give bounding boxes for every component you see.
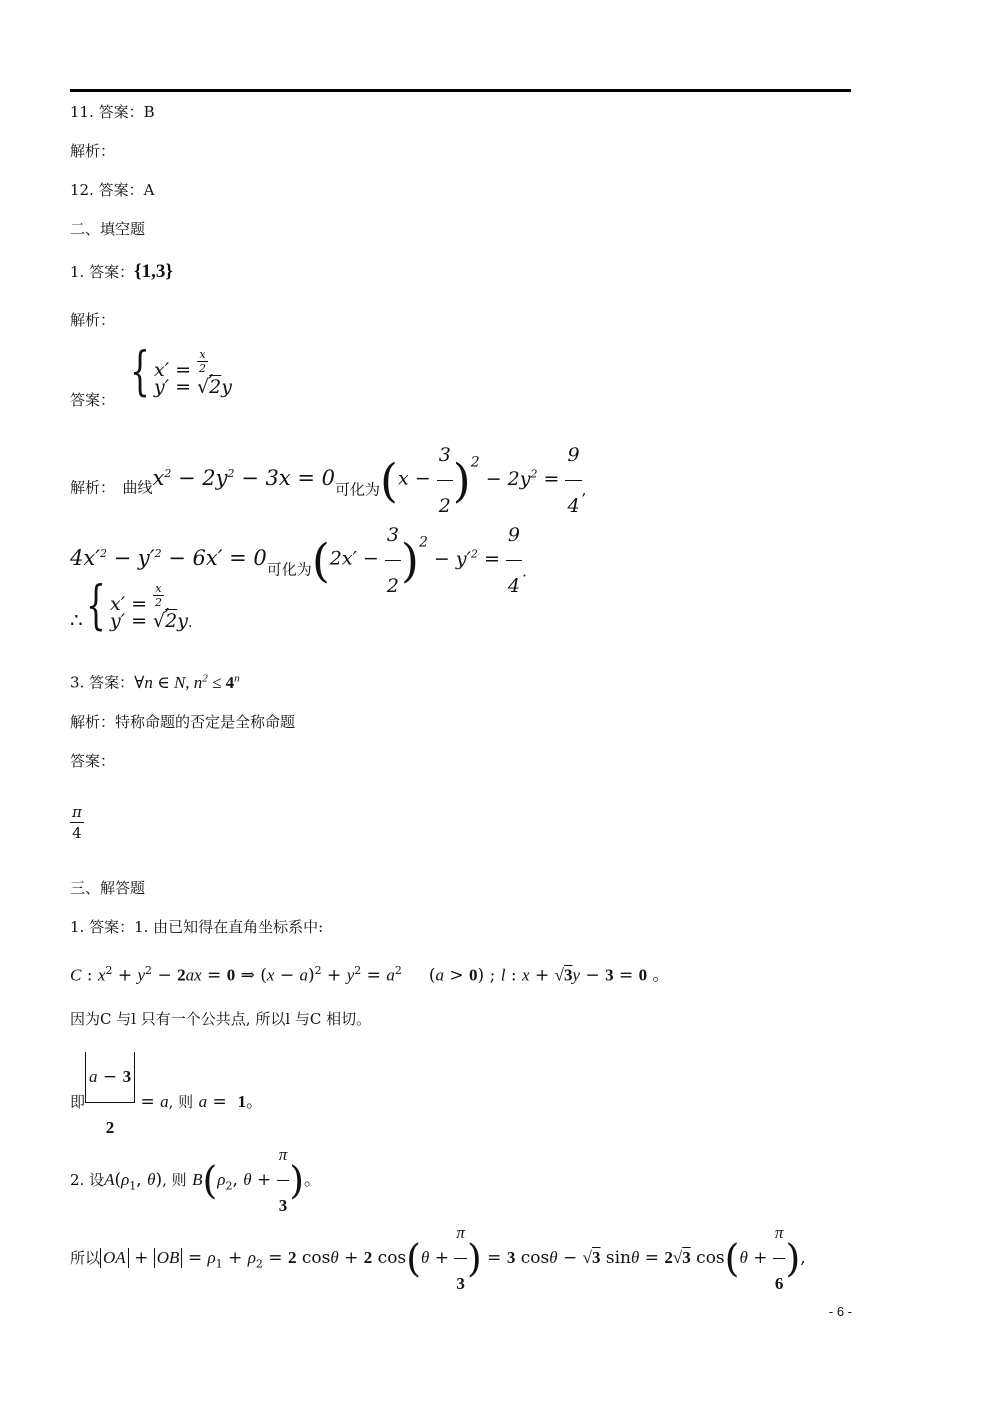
- explanation-2-label: 解析： 曲线: [70, 478, 153, 497]
- fill-answer-1-label: 1. 答案：: [70, 263, 135, 281]
- fill-answer-4-label: 答案：: [70, 752, 116, 770]
- circle-line-equation: C : $x^2 + y^2 - 2ax = 0$ ⇒ $(x - a)^2 + y^2 = a^2$ (a > 0) ; l : x + √3y − 3 = 0 。: [70, 964, 670, 986]
- ze-label-1: , 则: [168, 1093, 194, 1111]
- kehua-1: 可化为: [335, 480, 381, 499]
- explanation-11: 解析：: [70, 142, 116, 160]
- header-rule: [70, 89, 851, 92]
- solve-answer-1: 1. 答案：1. 由已知得在直角坐标系中:: [70, 918, 324, 936]
- page-number: - 6 -: [828, 1304, 852, 1319]
- she-label: 2. 设: [70, 1171, 105, 1189]
- kehua-2: 可化为: [266, 560, 312, 579]
- fill-answer-4-value: $\frac{\pi}{4}$: [72, 803, 82, 842]
- suoyi-label: 所以: [70, 1249, 101, 1267]
- fill-explanation-3: 解析：特称命题的否定是全称命题: [70, 713, 296, 731]
- fill-answer-3-label: 3. 答案：: [70, 673, 135, 692]
- fill-answer-1: [70, 262, 173, 282]
- transform-system-2: { x′ = $\frac{x}{2}$ , y′ = √2y.: [86, 576, 193, 636]
- left-brace-2: {: [86, 576, 106, 636]
- fill-answer-3: 3. 答案：∀n ∈ N, $n^2 \le 4^n$: [70, 672, 240, 692]
- fill-explanation-1: 解析：: [70, 311, 116, 329]
- ze-label-2: , 则: [162, 1171, 187, 1189]
- therefore-symbol: ∴: [70, 608, 83, 632]
- answer-11: 11. 答案：B: [70, 103, 155, 121]
- fill-answer-2-label: 答案：: [70, 391, 116, 409]
- point-definition: 2. 设$A(\rho_1$, θ), 则 $B(\rho_2$, θ + $\frac{\pi}{3}$ )。: [70, 1130, 321, 1180]
- answer-12: 12. 答案：A: [70, 181, 155, 199]
- section-fill-in-title: 二、填空题: [70, 220, 146, 238]
- distance-equation: 即 $\frac{a - 3}{2}$ = a, 则 a = 1。: [70, 1052, 263, 1102]
- left-brace: {: [130, 342, 150, 402]
- fill-explanation-2: 解析： 曲线$x^2 - 2y^2 - 3x = 0$可化为(x − $\frac{3}{2}$ )$^2 - 2y^2$ = $\frac{9}{4}$ ,: [70, 430, 586, 480]
- sum-expression: 所以 OA + OB = $\rho_1 + \rho_2 = 2$ cosθ + 2 cos(θ + $\frac{\pi}{3}$ ) = 3 cosθ − √3 sinθ = 2√3 cos(θ + $\frac{\pi}{6}$ ),: [70, 1208, 806, 1258]
- tangent-statement: 因为C 与l 只有一个公共点, 所以l 与C 相切。: [70, 1010, 372, 1028]
- fill-answer-1-value: {1,3}: [134, 261, 173, 282]
- ji-label: 即: [70, 1093, 86, 1111]
- section-solve-title: 三、解答题: [70, 879, 146, 897]
- transformed-curve: $4x'^2 - y'^2 - 6x' = 0$可化为(2x′ − $\frac{3}{2}$ )$^2 - y'^2$ = $\frac{9}{4}$ .: [70, 510, 527, 560]
- transform-system-1: { x′ = $\frac{x}{2}$ , y′ = √2y: [130, 342, 232, 402]
